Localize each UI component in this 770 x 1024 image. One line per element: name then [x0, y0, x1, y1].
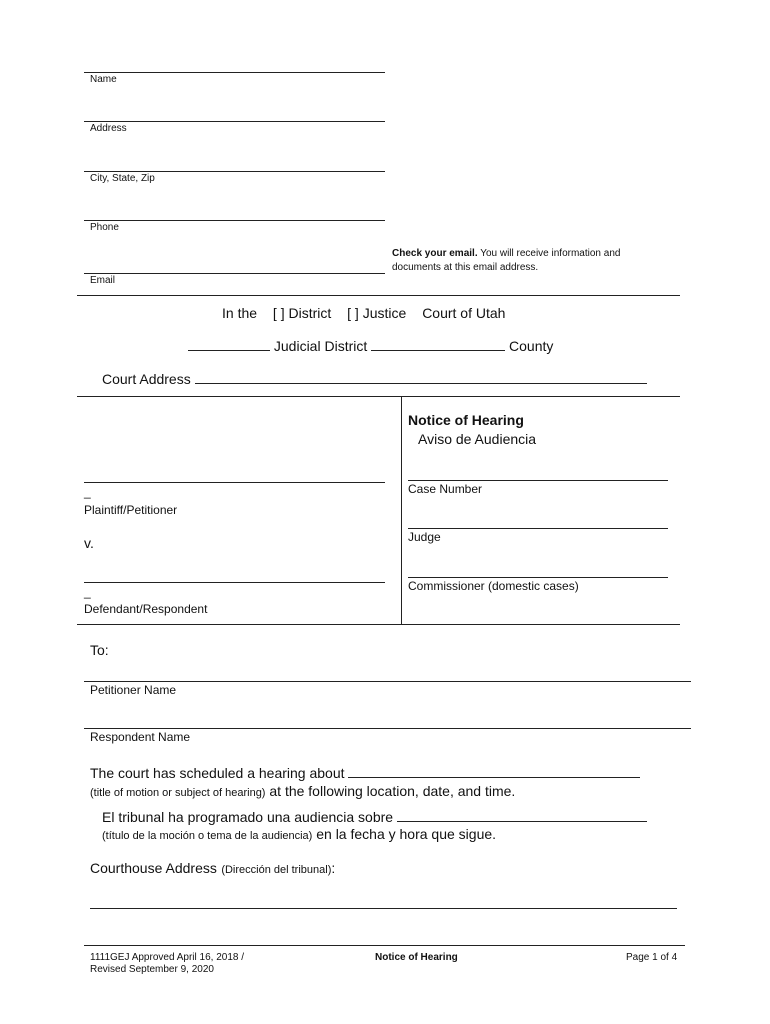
caption-bottom-divider: [77, 624, 680, 625]
court-of-utah-text: Court of Utah: [422, 305, 506, 321]
case-number-line[interactable]: [408, 480, 668, 481]
county-text: County: [509, 338, 554, 354]
scheduled-text: The court has scheduled a hearing about: [90, 765, 345, 781]
scheduled-note-es: (título de la moción o tema de la audiencia): [102, 830, 313, 842]
email-label: Email: [90, 275, 116, 286]
justice-checkbox[interactable]: [ ] Justice: [347, 305, 407, 321]
county-name-field[interactable]: [371, 338, 505, 351]
courthouse-address-heading: [90, 860, 335, 878]
caption-top-divider: [77, 396, 680, 397]
name-label: Name: [90, 74, 117, 85]
address-line[interactable]: [84, 121, 385, 122]
scheduled-tail-es: en la fecha y hora que sigue.: [312, 826, 497, 842]
phone-label: Phone: [90, 222, 119, 233]
email-note-bold: Check your email.: [392, 248, 478, 259]
email-note: [392, 247, 662, 275]
defendant-underscore: _: [84, 585, 91, 599]
footer-title: Notice of Hearing: [375, 952, 458, 963]
courthouse-address-line[interactable]: [90, 908, 677, 909]
courthouse-label-es: (Dirección del tribunal): [221, 864, 332, 876]
header-divider: [77, 295, 680, 296]
hearing-subject-es-field[interactable]: [397, 809, 647, 822]
document-title: Notice of Hearing: [408, 412, 524, 428]
plaintiff-label: Plaintiff/Petitioner: [84, 503, 178, 517]
scheduled-line-2-en: [90, 783, 515, 801]
scheduled-text-en: [90, 765, 640, 781]
scheduled-line-2-es: [102, 826, 496, 844]
plaintiff-line[interactable]: [84, 482, 385, 483]
city-state-zip-label: City, State, Zip: [90, 173, 155, 184]
email-line[interactable]: [84, 273, 385, 274]
email-note-rest: You will receive information and documents at this email address.: [392, 248, 621, 273]
court-address-line: [102, 371, 647, 387]
respondent-name-line[interactable]: [84, 728, 691, 729]
courthouse-colon: :: [331, 860, 336, 876]
courthouse-label: Courthouse Address: [90, 860, 217, 876]
scheduled-tail: at the following location, date, and time.: [265, 783, 516, 799]
scheduled-note: (title of motion or subject of hearing): [90, 787, 266, 799]
scheduled-text-es: El tribunal ha programado una audiencia sobre: [102, 809, 394, 825]
in-the-text: In the: [222, 305, 258, 321]
caption-vertical-divider: [401, 396, 402, 625]
case-number-label: Case Number: [408, 482, 483, 496]
versus-text: v.: [84, 535, 94, 551]
footer-form-id-line1: 1111GEJ Approved April 16, 2018 /: [90, 952, 244, 963]
to-label: To:: [90, 642, 109, 658]
defendant-label: Defendant/Respondent: [84, 602, 208, 616]
judicial-district-text: Judicial District: [273, 338, 368, 354]
plaintiff-underscore: _: [84, 485, 91, 499]
court-address-label: Court Address: [102, 371, 191, 387]
footer-page-number: Page 1 of 4: [626, 952, 678, 963]
commissioner-label: Commissioner (domestic cases): [408, 579, 579, 593]
commissioner-line[interactable]: [408, 577, 668, 578]
respondent-name-label: Respondent Name: [90, 730, 191, 744]
city-state-zip-line[interactable]: [84, 171, 385, 172]
district-checkbox[interactable]: [ ] District: [272, 305, 332, 321]
scheduled-text-es-line: [102, 809, 647, 825]
petitioner-name-line[interactable]: [84, 681, 691, 682]
name-line[interactable]: [84, 72, 385, 73]
district-number-field[interactable]: [188, 338, 270, 351]
footer-form-id: [90, 952, 244, 976]
phone-line[interactable]: [84, 220, 385, 221]
defendant-line[interactable]: [84, 582, 385, 583]
judge-label: Judge: [408, 530, 441, 544]
court-address-field[interactable]: [195, 371, 647, 384]
judicial-district-line: [188, 338, 553, 354]
hearing-subject-field[interactable]: [348, 765, 640, 778]
document-title-es: Aviso de Audiencia: [418, 431, 537, 447]
address-label: Address: [90, 123, 127, 134]
footer-divider: [84, 945, 685, 946]
petitioner-name-label: Petitioner Name: [90, 683, 177, 697]
judge-line[interactable]: [408, 528, 668, 529]
footer-form-id-line2: Revised September 9, 2020: [90, 964, 214, 975]
court-line: [222, 305, 505, 321]
